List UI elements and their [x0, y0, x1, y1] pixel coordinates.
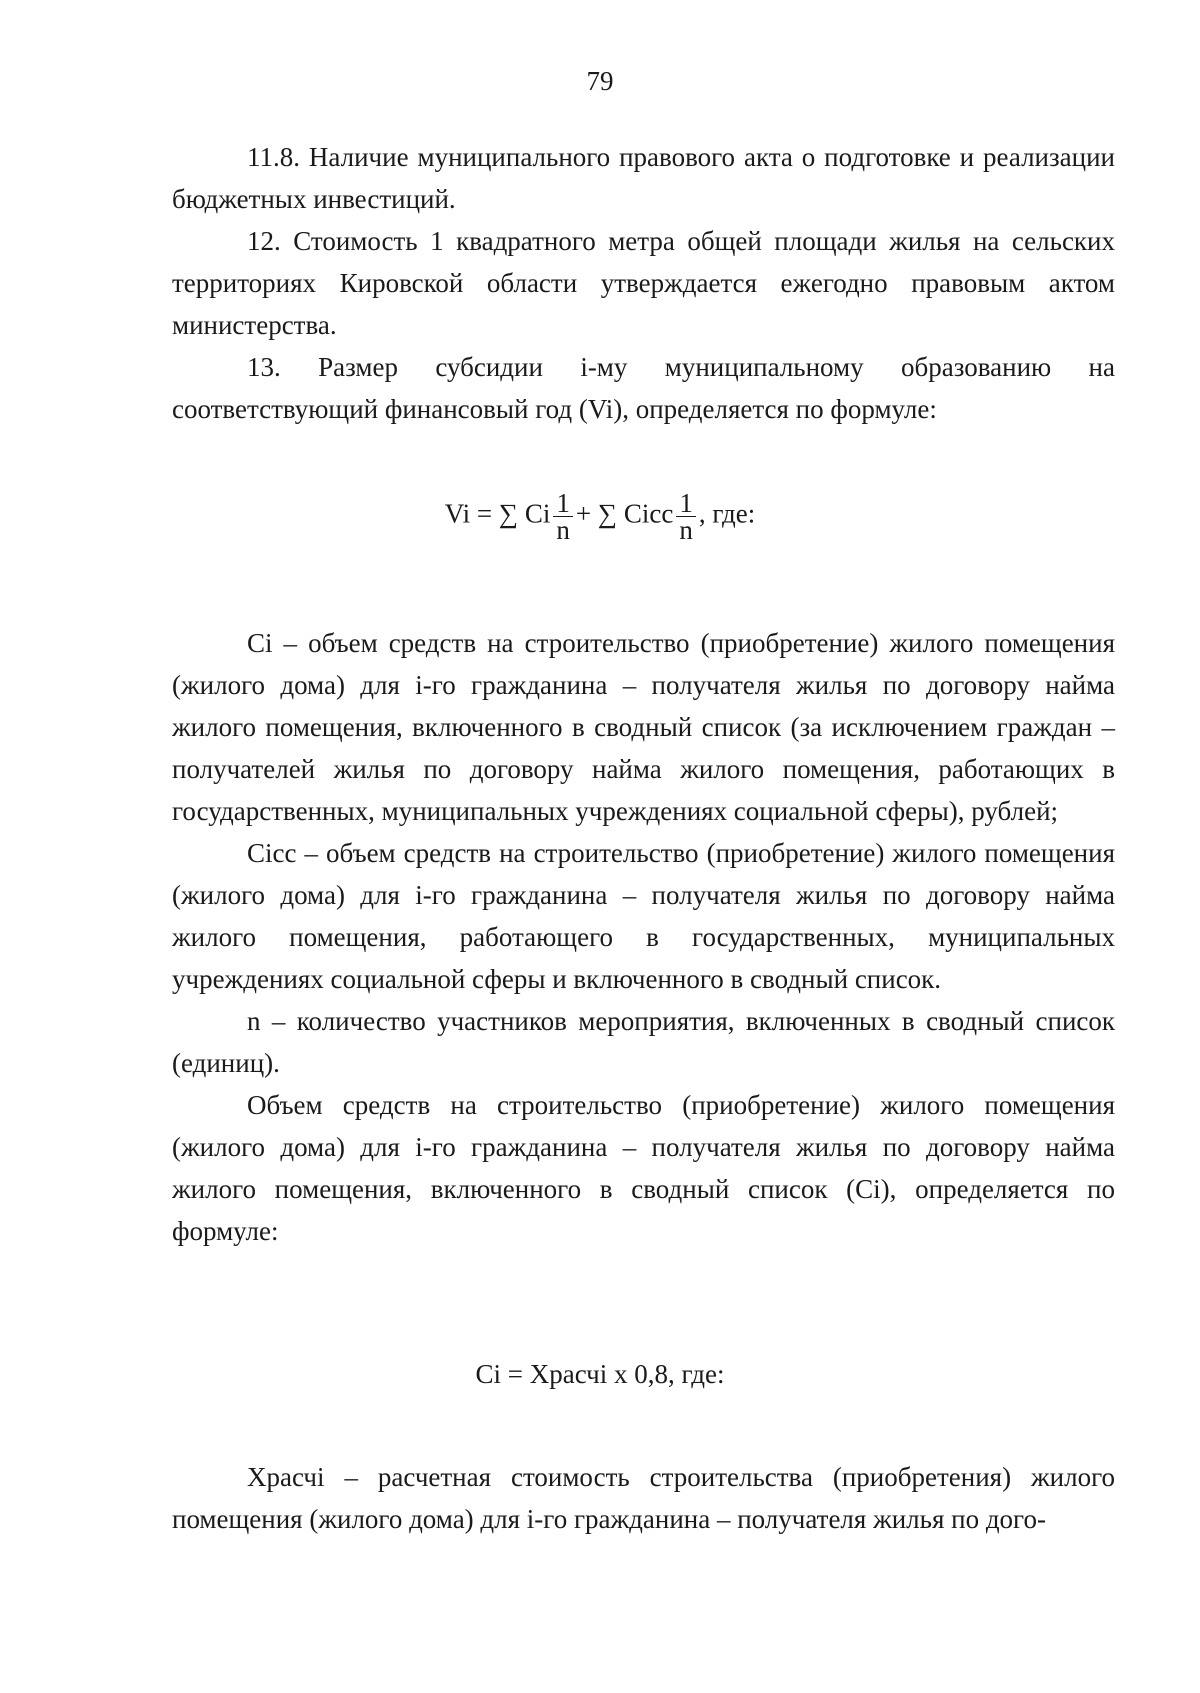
formula-mid: + ∑ Cicc	[575, 498, 674, 529]
text-block-intro	[172, 136, 1115, 430]
paragraph-ci-volume: Объем средств на строительство (приобретение) жилого помещения (жилого дома) для i-го гражданина – получателя жилья по договору найма жилого помещения, включенного в сводный список (Ci), определяется по формуле:	[172, 1090, 1115, 1246]
paragraph-11-8: 11.8. Наличие муниципального правового акта о подготовке и реализации бюджетных инвестиций.	[172, 142, 1115, 214]
paragraph-ci-definition: Ci – объем средств на строительство (приобретение) жилого помещения (жилого дома) для i-го гражданина – получателя жилья по договору найма жилого помещения, включенного в сводный список (за исключением граждан – получателей жилья по договору найма жилого помещения, работающих в государственных, муниципальных учреждениях социальной сферы), рублей;	[172, 628, 1115, 826]
text-block-definitions	[172, 622, 1115, 1252]
text-block-xrasch	[172, 1456, 1115, 1540]
fraction-numerator: 1	[553, 490, 573, 517]
paragraph-13: 13. Размер субсидии i-му муниципальному образованию на соответствующий финансовый год (Vi), определяется по формуле:	[172, 352, 1115, 424]
fraction-denominator: n	[679, 515, 693, 545]
subsidy-formula	[0, 490, 1200, 543]
fraction-one-over-n	[676, 490, 696, 543]
formula-tail: , где:	[698, 498, 756, 529]
ci-formula: Ci = Xрасчi x 0,8, где:	[475, 1359, 725, 1389]
paragraph-cicc-definition: Cicc – объем средств на строительство (приобретение) жилого помещения (жилого дома) для i-го гражданина – получателя жилья по договору найма жилого помещения, работающего в государственных, муниципальных учреждениях социальной сферы и включенного в сводный список.	[172, 838, 1115, 994]
fraction-numerator: 1	[676, 490, 696, 517]
paragraph-xrasch-definition: Xрасчi – расчетная стоимость строительства (приобретения) жилого помещения (жилого дома) для i-го гражданина – получателя жилья по дого-	[172, 1462, 1115, 1534]
fraction-denominator: n	[556, 515, 570, 545]
fraction-one-over-n	[553, 490, 573, 543]
paragraph-n-definition: n – количество участников мероприятия, включенных в сводный список (единиц).	[172, 1006, 1115, 1078]
formula-lhs: Vi = ∑ Ci	[444, 498, 551, 529]
page-number: 79	[586, 66, 614, 96]
paragraph-12: 12. Стоимость 1 квадратного метра общей площади жилья на сельских территориях Кировской области утверждается ежегодно правовым актом министерства.	[172, 226, 1115, 340]
